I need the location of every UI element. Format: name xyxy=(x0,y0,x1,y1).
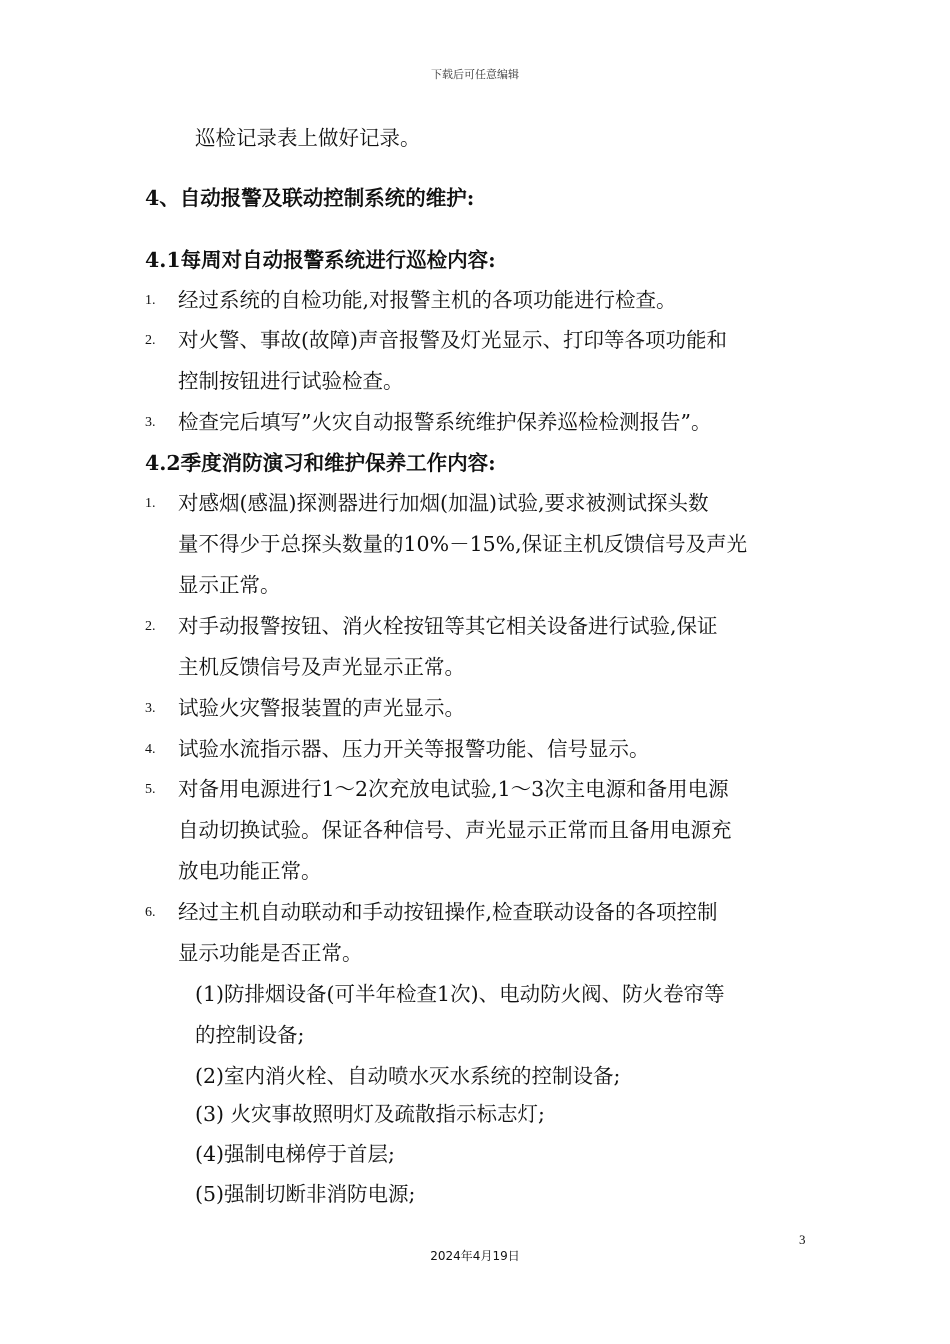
list-item-number: 2. xyxy=(145,619,156,634)
subitem-text: (3) 火灾事故照明灯及疏散指示标志灯; xyxy=(195,1102,545,1126)
subitem-text: (1)防排烟设备(可半年检查1次)、电动防火阀、防火卷帘等 xyxy=(195,982,725,1006)
list-item-text: 对备用电源进行1～2次充放电试验,1～3次主电源和备用电源 xyxy=(178,777,729,801)
intro-line: 巡检记录表上做好记录。 xyxy=(195,126,421,150)
list-item-number: 4. xyxy=(145,742,156,757)
list-item-number: 1. xyxy=(145,496,156,511)
list-item-text: 自动切换试验。保证各种信号、声光显示正常而且备用电源充 xyxy=(178,818,732,842)
subitem-text: (4)强制电梯停于首层; xyxy=(195,1142,395,1166)
subitem-text: (2)室内消火栓、自动喷水灭水系统的控制设备; xyxy=(195,1064,621,1088)
list-item-text: 试验火灾警报装置的声光显示。 xyxy=(178,696,465,720)
list-item-number: 2. xyxy=(145,333,156,348)
list-item-number: 1. xyxy=(145,293,156,308)
list-item-text: 对感烟(感温)探测器进行加烟(加温)试验,要求被测试探头数 xyxy=(178,491,709,515)
list-item-text: 对手动报警按钮、消火栓按钮等其它相关设备进行试验,保证 xyxy=(178,614,718,638)
list-item-number: 3. xyxy=(145,701,156,716)
list-item-number: 3. xyxy=(145,415,156,430)
page-number: 3 xyxy=(799,1232,806,1247)
list-item-text: 主机反馈信号及声光显示正常。 xyxy=(178,655,465,679)
footer-date: 2024年4月19日 xyxy=(430,1249,520,1263)
page-header: 下载后可任意编辑 xyxy=(431,68,519,81)
section-4-heading: 4、自动报警及联动控制系统的维护: xyxy=(145,186,475,210)
list-item-text: 显示正常。 xyxy=(178,573,281,597)
section-4-2-heading: 4.2季度消防演习和维护保养工作内容: xyxy=(145,451,496,475)
list-item-text: 检查完后填写”火灾自动报警系统维护保养巡检检测报告”。 xyxy=(178,410,712,434)
list-item-text: 对火警、事故(故障)声音报警及灯光显示、打印等各项功能和 xyxy=(178,328,727,352)
subitem-text: 的控制设备; xyxy=(195,1023,305,1047)
list-item-text: 试验水流指示器、压力开关等报警功能、信号显示。 xyxy=(178,737,650,761)
list-item-text: 量不得少于总探头数量的10%－15%,保证主机反馈信号及声光 xyxy=(178,532,748,556)
list-item-number: 6. xyxy=(145,905,156,920)
list-item-text: 显示功能是否正常。 xyxy=(178,941,363,965)
section-4-1-heading: 4.1每周对自动报警系统进行巡检内容: xyxy=(145,248,496,272)
list-item-text: 经过主机自动联动和手动按钮操作,检查联动设备的各项控制 xyxy=(178,900,718,924)
list-item-text: 放电功能正常。 xyxy=(178,859,322,883)
list-item-number: 5. xyxy=(145,782,156,797)
subitem-text: (5)强制切断非消防电源; xyxy=(195,1182,416,1206)
list-item-text: 经过系统的自检功能,对报警主机的各项功能进行检查。 xyxy=(178,288,677,312)
list-item-text: 控制按钮进行试验检查。 xyxy=(178,369,404,393)
